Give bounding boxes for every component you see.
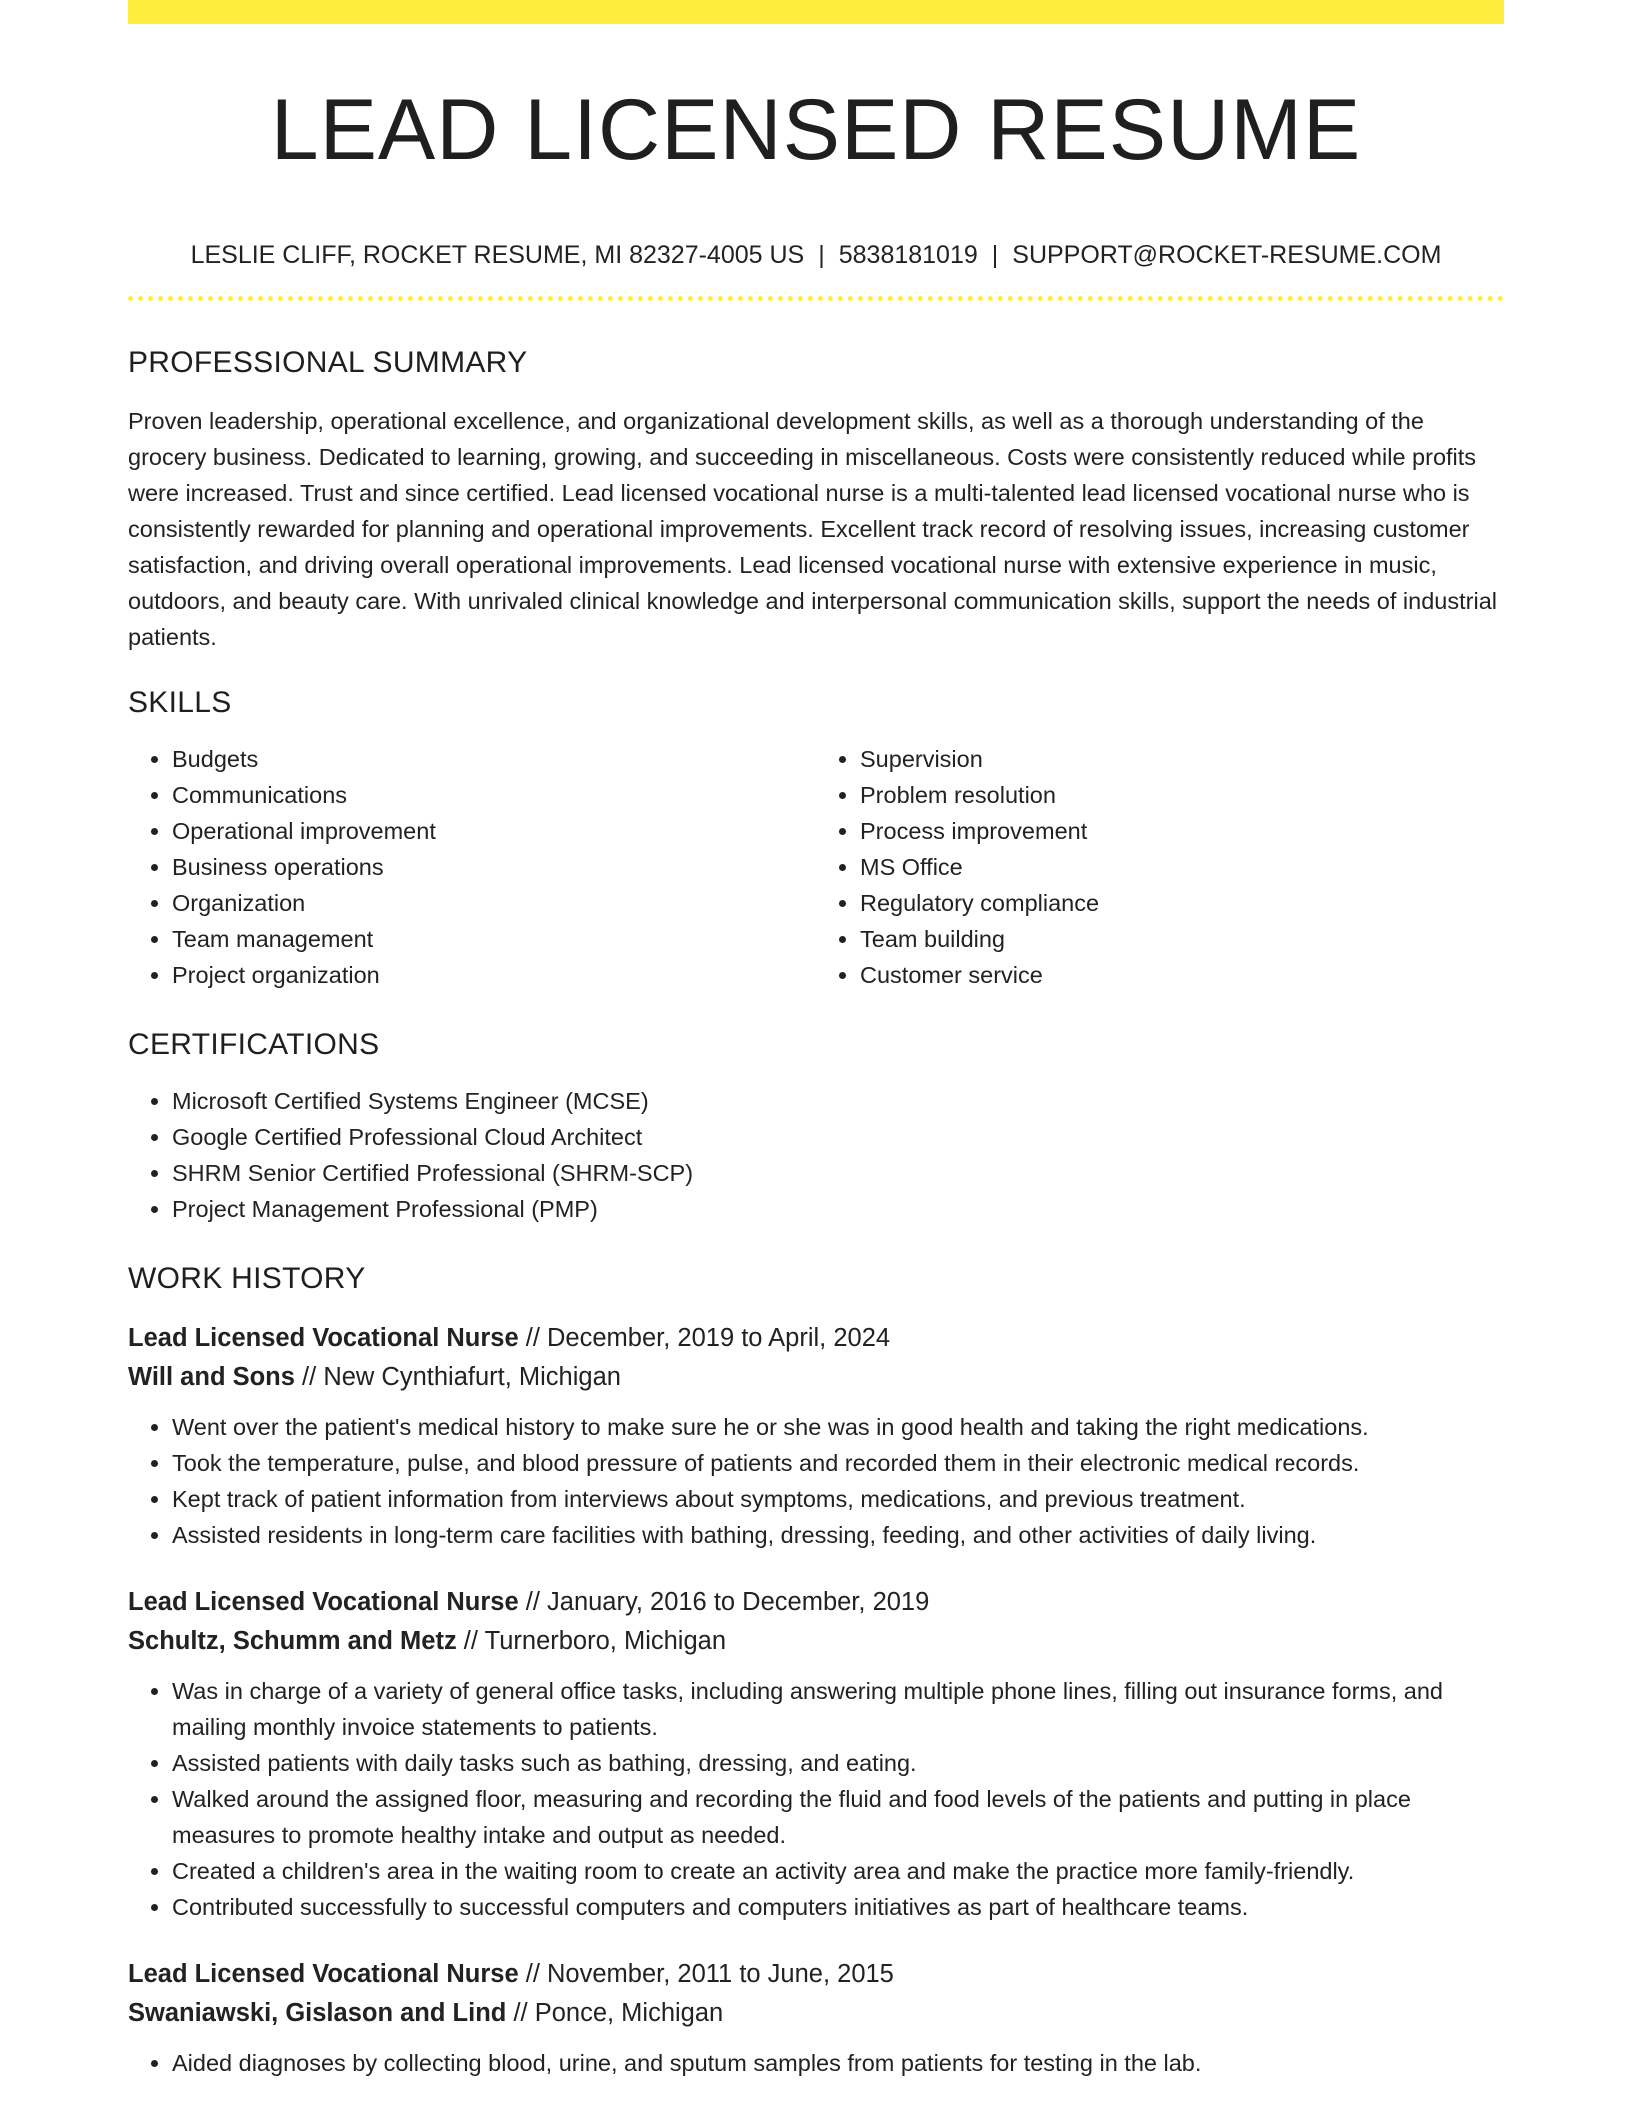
job-location: New Cynthiafurt, Michigan bbox=[323, 1363, 621, 1391]
certifications-list bbox=[128, 1083, 1504, 1227]
job-duty: • Assisted residents in long-term care facilities with bathing, dressing, feeding, and other activities of daily living. bbox=[172, 1517, 1504, 1553]
summary-text: Proven leadership, operational excellence, and organizational development skills, as well as a thorough understanding of the grocery business. Dedicated to learning, growing, and succeeding in miscellaneous. Costs were consistently reduced while profits were increased. Trust and since certified. Lead licensed vocational nurse is a multi-talented lead licensed vocational nurse who is consistently rewarded for planning and operational improvements. Excellent track record of resolving issues, increasing customer satisfaction, and driving overall operational improvements. Lead licensed vocational nurse with extensive experience in music, outdoors, and beauty care. With unrivaled clinical knowledge and interpersonal communication skills, support the needs of industrial patients. bbox=[128, 408, 1497, 650]
job-delimiter: // bbox=[463, 1627, 478, 1655]
job-title: Lead Licensed Vocational Nurse bbox=[128, 1324, 519, 1352]
job-delimiter: // bbox=[525, 1588, 540, 1616]
top-accent-bar bbox=[128, 0, 1504, 24]
skill-item: • Budgets bbox=[172, 741, 816, 777]
job-delimiter: // bbox=[525, 1960, 540, 1988]
skill-item: • Customer service bbox=[860, 957, 1504, 993]
contact-address: LESLIE CLIFF, ROCKET RESUME, MI 82327-4005 US bbox=[190, 241, 805, 269]
skill-item: • Organization bbox=[172, 885, 816, 921]
job-company-line bbox=[128, 1358, 1504, 1397]
job-title: Lead Licensed Vocational Nurse bbox=[128, 1588, 519, 1616]
job-duty: • Walked around the assigned floor, measuring and recording the fluid and food levels of the patients and putting in place measures to promote healthy intake and output as needed. bbox=[172, 1781, 1504, 1853]
job-duty: • Kept track of patient information from interviews about symptoms, medications, and previous treatment. bbox=[172, 1481, 1504, 1517]
skill-item: • Problem resolution bbox=[860, 777, 1504, 813]
skill-item: • Project organization bbox=[172, 957, 816, 993]
job-duty: • Was in charge of a variety of general office tasks, including answering multiple phone lines, filling out insurance forms, and mailing monthly invoice statements to patients. bbox=[172, 1673, 1504, 1745]
job-duty: • Contributed successfully to successful computers and computers initiatives as part of healthcare teams. bbox=[172, 1889, 1504, 1925]
job-duty: • Took the temperature, pulse, and blood pressure of patients and recorded them in their electronic medical records. bbox=[172, 1445, 1504, 1481]
skill-item: • Team management bbox=[172, 921, 816, 957]
certifications-heading: CERTIFICATIONS bbox=[128, 1028, 380, 1061]
skill-item: • Operational improvement bbox=[172, 813, 816, 849]
job-company: Swaniawski, Gislason and Lind bbox=[128, 1999, 507, 2027]
job-delimiter: // bbox=[525, 1324, 540, 1352]
contact-separator: | bbox=[991, 241, 999, 269]
certification-item: • SHRM Senior Certified Professional (SHRM-SCP) bbox=[172, 1155, 1504, 1191]
job-duties bbox=[128, 2045, 1504, 2081]
job-location: Ponce, Michigan bbox=[534, 1999, 724, 2027]
contact-phone: 5838181019 bbox=[838, 241, 978, 269]
job-duty: • Created a children's area in the waiting room to create an activity area and make the practice more family-friendly. bbox=[172, 1853, 1504, 1889]
summary-heading: PROFESSIONAL SUMMARY bbox=[128, 346, 528, 379]
job-entry bbox=[128, 1583, 1504, 1925]
job-dates: January, 2016 to December, 2019 bbox=[547, 1588, 930, 1616]
job-company: Schultz, Schumm and Metz bbox=[128, 1627, 457, 1655]
job-company-line bbox=[128, 1994, 1504, 2033]
skills-column-left bbox=[128, 741, 816, 993]
job-delimiter: // bbox=[302, 1363, 317, 1391]
certification-item: • Google Certified Professional Cloud Architect bbox=[172, 1119, 1504, 1155]
job-location: Turnerboro, Michigan bbox=[484, 1627, 727, 1655]
job-entry bbox=[128, 1319, 1504, 1553]
contact-separator: | bbox=[818, 241, 825, 269]
skill-item: • Regulatory compliance bbox=[860, 885, 1504, 921]
skills-grid bbox=[128, 741, 1504, 993]
job-duty: • Assisted patients with daily tasks such as bathing, dressing, and eating. bbox=[172, 1745, 1504, 1781]
skill-item: • Business operations bbox=[172, 849, 816, 885]
skill-item: • Supervision bbox=[860, 741, 1504, 777]
skills-column-right bbox=[816, 741, 1504, 993]
skill-item: • Communications bbox=[172, 777, 816, 813]
job-duty: • Aided diagnoses by collecting blood, urine, and sputum samples from patients for testing in the lab. bbox=[172, 2045, 1504, 2081]
skill-item: • Team building bbox=[860, 921, 1504, 957]
job-company-line bbox=[128, 1622, 1504, 1661]
certification-item: • Project Management Professional (PMP) bbox=[172, 1191, 1504, 1227]
job-duty: • Went over the patient's medical history to make sure he or she was in good health and taking the right medications. bbox=[172, 1409, 1504, 1445]
job-title-line bbox=[128, 1319, 1504, 1358]
skill-item: • MS Office bbox=[860, 849, 1504, 885]
contact-email: SUPPORT@ROCKET-RESUME.COM bbox=[1012, 241, 1442, 269]
job-duties bbox=[128, 1673, 1504, 1925]
job-title-line bbox=[128, 1955, 1504, 1994]
resume-title: LEAD LICENSED RESUME bbox=[270, 82, 1362, 178]
job-entry bbox=[128, 1955, 1504, 2081]
work-history-heading: WORK HISTORY bbox=[128, 1262, 366, 1295]
job-title-line bbox=[128, 1583, 1504, 1622]
skill-item: • Process improvement bbox=[860, 813, 1504, 849]
job-dates: November, 2011 to June, 2015 bbox=[547, 1960, 894, 1988]
job-dates: December, 2019 to April, 2024 bbox=[547, 1324, 891, 1352]
skills-heading: SKILLS bbox=[128, 686, 232, 719]
job-delimiter: // bbox=[513, 1999, 528, 2027]
resume-page bbox=[128, 0, 1504, 2081]
dotted-divider bbox=[128, 296, 1504, 301]
job-duties bbox=[128, 1409, 1504, 1553]
job-company: Will and Sons bbox=[128, 1363, 295, 1391]
job-title: Lead Licensed Vocational Nurse bbox=[128, 1960, 519, 1988]
certification-item: • Microsoft Certified Systems Engineer (MCSE) bbox=[172, 1083, 1504, 1119]
contact-line bbox=[128, 240, 1504, 270]
